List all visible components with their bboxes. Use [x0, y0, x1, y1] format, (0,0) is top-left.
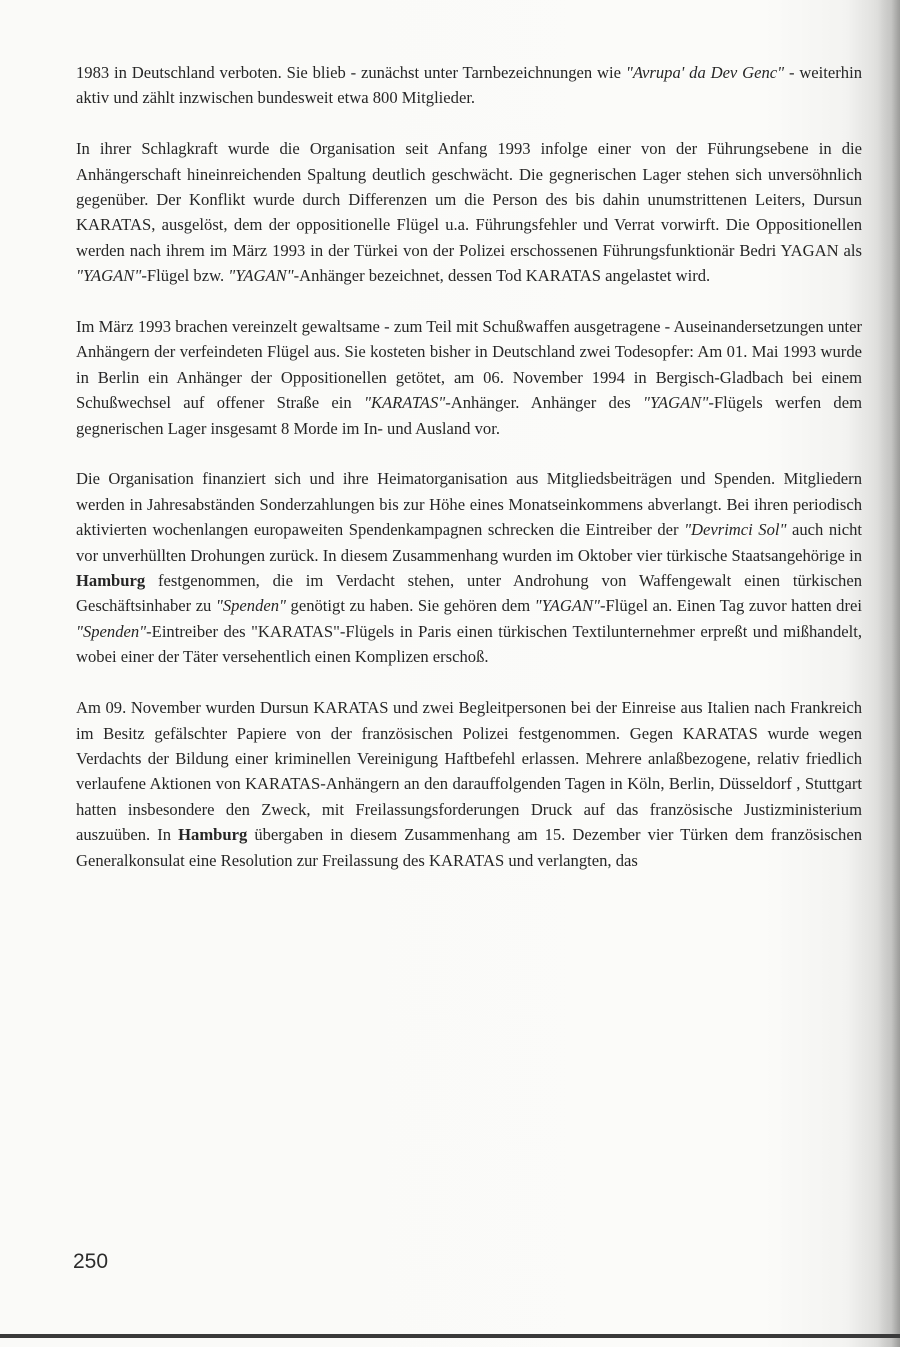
paragraph-5: Am 09. November wurden Dursun KARATAS und zwei Begleitpersonen bei der Einreise aus Italien nach Frankreich im Besitz gefälschter Papiere von der französischen Polizei festgenommen. Gegen KARATAS wurde wegen Verdachts der Bildung einer kriminellen Vereinigung Haftbefehl erlassen. Mehrere anlaßbezogene, relativ friedlich verlaufene Aktionen von KARATAS-Anhängern an den darauffolgenden Tagen in Köln, Berlin, Düsseldorf , Stuttgart hatten insbesondere den Zweck, mit Freilassungsforderungen Druck auf das französische Justizministerium auszuüben. In Hamburg übergaben in diesem Zusammenhang am 15. Dezember vier Türken dem französischen Generalkonsulat eine Resolution zur Freilassung des KARATAS und verlangten, das [76, 698, 862, 870]
body-text [76, 60, 862, 898]
paragraph-4: Die Organisation finanziert sich und ihre Heimatorganisation aus Mitgliedsbeiträgen und Spenden. Mitgliedern werden in Jahresabständen Sonderzahlungen bis zur Höhe eines Monatseinkommens abverlangt. Bei ihren periodisch aktivierten wochenlangen europaweiten Spendenkampagnen schrecken die Eintreiber der "Devrimci Sol" auch nicht vor unverhüllten Drohungen zurück. In diesem Zusammenhang wurden im Oktober vier türkische Staatsangehörige in Hamburg festgenommen, die im Verdacht stehen, unter Androhung von Waffengewalt einen türkischen Geschäftsinhaber zu "Spenden" genötigt zu haben. Sie gehören dem "YAGAN"-Flügel an. Einen Tag zuvor hatten drei "Spenden"-Eintreiber des "KARATAS"-Flügels in Paris einen türkischen Textilunternehmer erpreßt und mißhandelt, wobei einer der Täter versehentlich einen Komplizen erschoß. [76, 469, 863, 667]
paragraph-2: In ihrer Schlagkraft wurde die Organisation seit Anfang 1993 infolge einer von der Führungsebene in die Anhängerschaft hineinreichenden Spaltung deutlich geschwächt. Die gegnerischen Lager stehen sich unversöhnlich gegenüber. Der Konflikt wurde durch Differenzen um die Person des bis dahin unumstrittenen Leiters, Dursun KARATAS, ausgelöst, dem der oppositionelle Flügel u.a. Führungsfehler und Verrat vorwirft. Die Oppositionellen werden nach ihrem im März 1993 in der Türkei von der Polizei erschossenen Führungsfunktionär Bedri YAGAN als "YAGAN"-Flügel bzw. "YAGAN"-Anhänger bezeichnet, dessen Tod KARATAS angelastet wird. [76, 139, 862, 286]
page-edge-shadow [878, 0, 900, 1347]
bottom-edge-rule [0, 1334, 900, 1338]
paragraph-1: 1983 in Deutschland verboten. Sie blieb - zunächst unter Tarnbezeichnungen wie "Avrupa' da Dev Genc" - weiterhin aktiv und zählt inzwischen bundesweit etwa 800 Mitglieder. [76, 63, 862, 108]
paragraph-3: Im März 1993 brachen vereinzelt gewaltsame - zum Teil mit Schußwaffen ausgetragene - Auseinandersetzungen unter Anhängern der verfeindeten Flügel aus. Sie kosteten bisher in Deutschland zwei Todesopfer: Am 01. Mai 1993 wurde in Berlin ein Anhänger der Oppositionellen getötet, am 06. November 1994 in Bergisch-Gladbach bei einem Schußwechsel auf offener Straße ein "KARATAS"-Anhänger. Anhänger des "YAGAN"-Flügels werfen dem gegnerischen Lager insgesamt 8 Morde im In- und Ausland vor. [76, 317, 863, 438]
page-number: 250 [73, 1250, 109, 1273]
